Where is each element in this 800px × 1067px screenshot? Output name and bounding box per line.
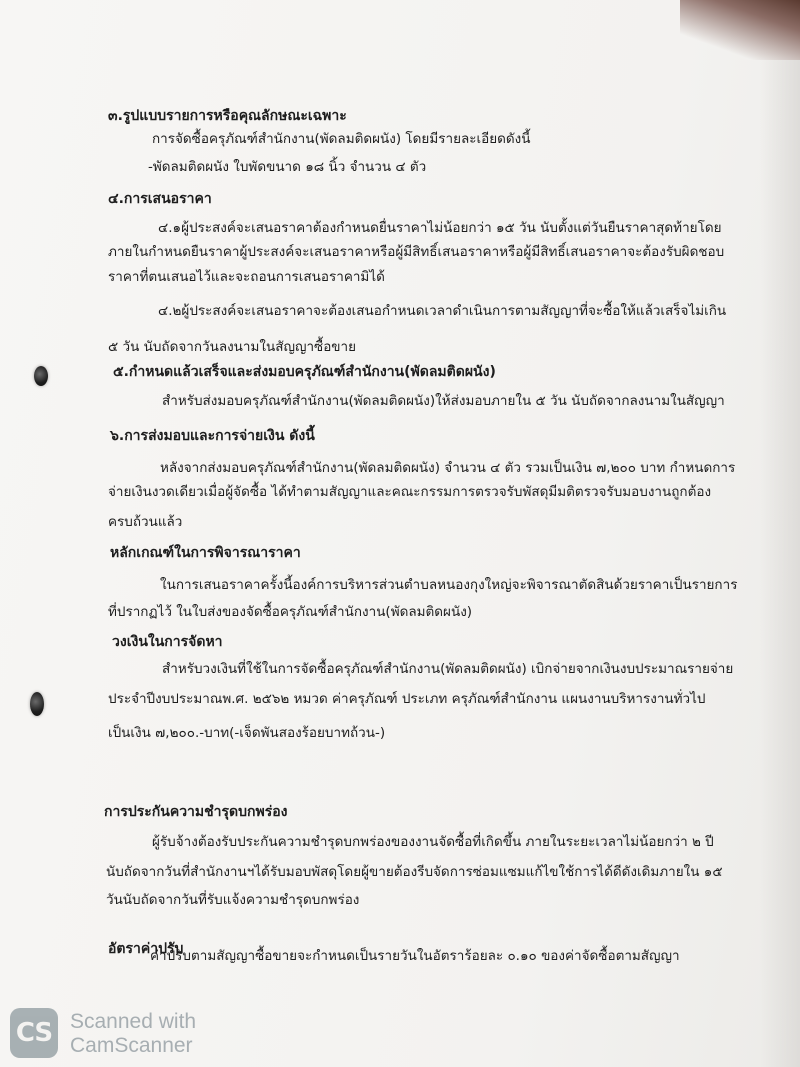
paragraph-line: ภายในกำหนดยืนราคาผู้ประสงค์จะเสนอราคาหรือผู้มีสิทธิ์เสนอราคาหรือผู้มีสิทธิ์เสนอราคาจะต้องรับผิดชอบ [108, 244, 725, 260]
paragraph-line: ที่ปรากฏไว้ ในใบส่งของจัดซื้อครุภัณฑ์สำนักงาน(พัดลมติดผนัง) [108, 604, 473, 620]
section-heading: หลักเกณฑ์ในการพิจารณาราคา [110, 545, 301, 561]
camscanner-logo [10, 1008, 58, 1058]
paragraph-line: จ่ายเงินงวดเดียวเมื่อผู้จัดซื้อ ได้ทำตามสัญญาและคณะกรรมการตรวจรับพัสดุมีมติตรวจรับมอบงานถูกต้อง [108, 484, 712, 500]
paragraph-line: ๔.๑ผู้ประสงค์จะเสนอราคาต้องกำหนดยื่นราคาไม่น้อยกว่า ๑๕ วัน นับตั้งแต่วันยืนราคาสุดท้ายโดย [158, 220, 722, 236]
punch-hole-top [34, 366, 48, 386]
section-heading: การประกันความชำรุดบกพร่อง [104, 804, 288, 820]
paragraph-line: นับถัดจากวันที่สำนักงานฯได้รับมอบพัสดุโดยผู้ขายต้องรีบจัดการซ่อมแซมแก้ไขใช้การได้ดีดังเดิมภายใน ๑๕ [106, 864, 723, 880]
watermark-line-2: CamScanner [70, 1034, 193, 1057]
paragraph-line: สำหรับวงเงินที่ใช้ในการจัดซื้อครุภัณฑ์สำนักงาน(พัดลมติดผนัง) เบิกจ่ายจากเงินงบประมาณรายจ่าย [162, 661, 734, 677]
punch-hole-bottom [30, 692, 44, 716]
paragraph-line: สำหรับส่งมอบครุภัณฑ์สำนักงาน(พัดลมติดผนัง)ให้ส่งมอบภายใน ๕ วัน นับถัดจากลงนามในสัญญา [162, 393, 725, 409]
watermark-line-1: Scanned with [70, 1010, 197, 1033]
page-edge-shadow [760, 60, 800, 1067]
paragraph-line: การจัดซื้อครุภัณฑ์สำนักงาน(พัดลมติดผนัง) โดยมีรายละเอียดดังนี้ [152, 131, 531, 147]
scan-watermark [70, 1010, 196, 1058]
paragraph-line: ในการเสนอราคาครั้งนี้องค์การบริหารส่วนตำบลหนองกุงใหญ่จะพิจารณาตัดสินด้วยราคาเป็นรายการ [160, 577, 738, 593]
section-heading: ๓.รูปแบบรายการหรือคุณลักษณะเฉพาะ [108, 108, 347, 124]
section-heading: ๕.กำหนดแล้วเสร็จและส่งมอบครุภัณฑ์สำนักงาน(พัดลมติดผนัง) [113, 364, 496, 380]
paragraph-line: -พัดลมติดผนัง ใบพัดขนาด ๑๘ นิ้ว จำนวน ๔ ตัว [148, 159, 427, 175]
camscanner-logo-text: CS [15, 1018, 53, 1048]
paragraph-line: ๔.๒ผู้ประสงค์จะเสนอราคาจะต้องเสนอกำหนดเวลาดำเนินการตามสัญญาที่จะซื้อให้แล้วเสร็จไม่เกิน [158, 303, 727, 319]
paragraph-line: ราคาที่ตนเสนอไว้และจะถอนการเสนอราคามิได้ [108, 269, 385, 285]
section-heading: ๔.การเสนอราคา [108, 191, 212, 207]
paragraph-line: หลังจากส่งมอบครุภัณฑ์สำนักงาน(พัดลมติดผนัง) จำนวน ๔ ตัว รวมเป็นเงิน ๗,๒๐๐ บาท กำหนดการ [160, 460, 736, 476]
paragraph-line: ประจำปีงบประมาณพ.ศ. ๒๕๖๒ หมวด ค่าครุภัณฑ์ ประเภท ครุภัณฑ์สำนักงาน แผนงานบริหารงานทั่วไป [108, 691, 706, 707]
page-corner-shadow [680, 0, 800, 60]
paragraph-line: ครบถ้วนแล้ว [108, 514, 183, 530]
paragraph-line: วันนับถัดจากวันที่รับแจ้งความชำรุดบกพร่อง [106, 892, 360, 908]
paragraph-line: เป็นเงิน ๗,๒๐๐.-บาท(-เจ็ดพันสองร้อยบาทถ้วน-) [108, 725, 386, 741]
paragraph-line: ผู้รับจ้างต้องรับประกันความชำรุดบกพร่องของงานจัดซื้อที่เกิดขึ้น ภายในระยะเวลาไม่น้อยกว่า ๒ ปี [152, 834, 714, 850]
paragraph-line: ค่าปรับตามสัญญาซื้อขายจะกำหนดเป็นรายวันในอัตราร้อยละ ๐.๑๐ ของค่าจัดซื้อตามสัญญา [150, 948, 680, 964]
section-heading: อัตราค่าปรับ [108, 941, 184, 957]
section-heading: วงเงินในการจัดหา [112, 634, 223, 650]
paragraph-line: ๕ วัน นับถัดจากวันลงนามในสัญญาซื้อขาย [108, 339, 357, 355]
section-heading: ๖.การส่งมอบและการจ่ายเงิน ดังนี้ [110, 428, 315, 444]
